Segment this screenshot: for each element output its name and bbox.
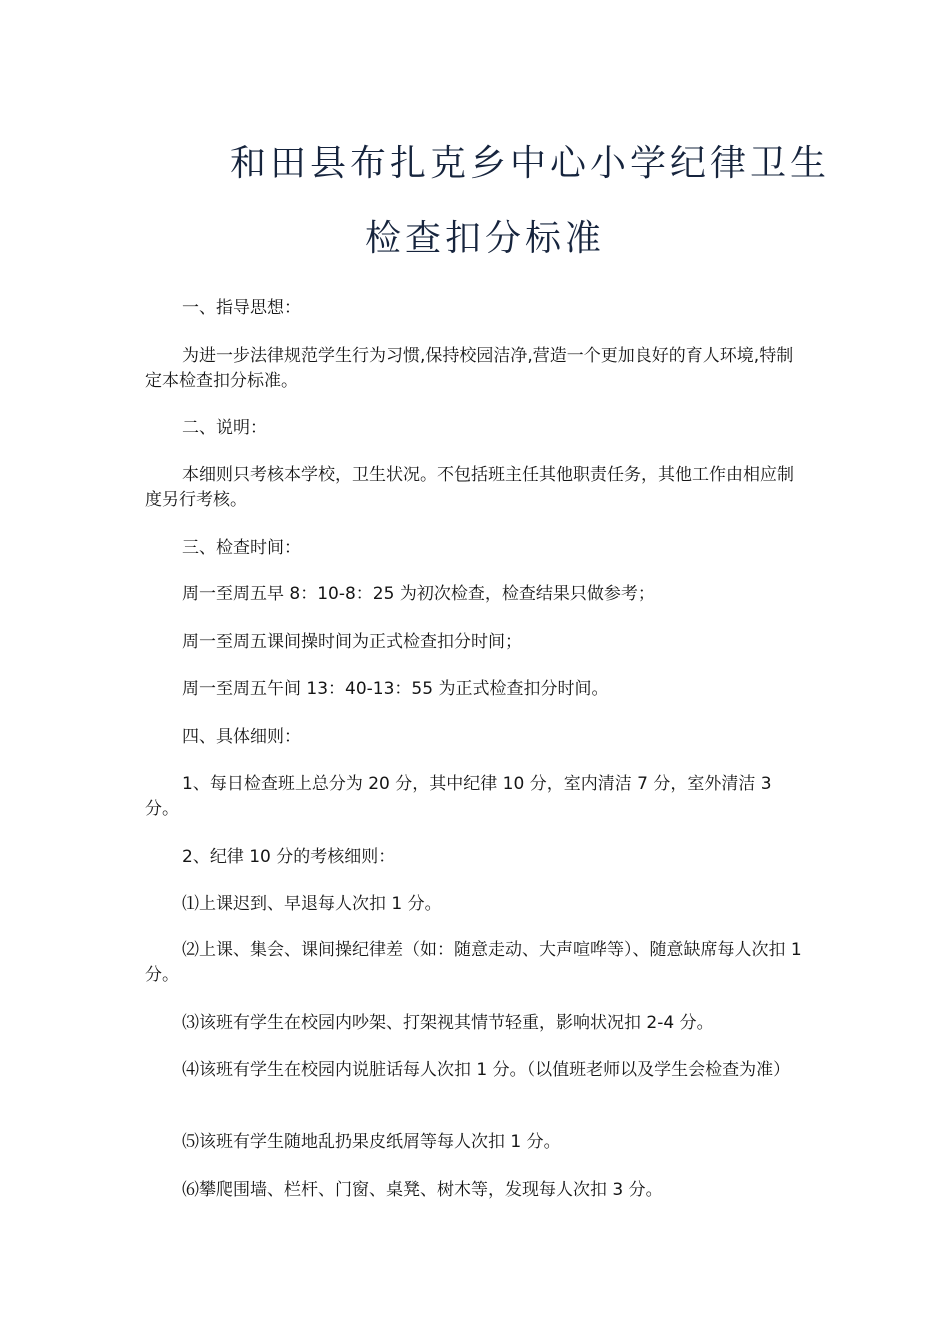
section-heading-guiding-thought: 一、指导思想：	[182, 298, 301, 318]
paragraph-noon-check: 周一至周五午间 13：40-13：55 为正式检查扣分时间。	[182, 679, 609, 699]
section-heading-details: 四、具体细则：	[182, 727, 301, 747]
list-item-rule-6: ⑹攀爬围墙、栏杆、门窗、桌凳、树木等，发现每人次扣 3 分。	[182, 1180, 663, 1200]
document-title-line-2: 检查扣分标准	[365, 218, 606, 259]
section-heading-inspection-time: 三、检查时间：	[182, 538, 301, 558]
list-item-rule-5: ⑸该班有学生随地乱扔果皮纸屑等每人次扣 1 分。	[182, 1132, 561, 1152]
paragraph-scope: 本细则只考核本学校，卫生状况。不包括班主任其他职责任务，其他工作由相应制度另行考核。	[145, 465, 794, 510]
list-item-rule-2: ⑵上课、集会、课间操纪律差（如：随意走动、大声喧哗等）、随意缺席每人次扣 1 分。	[145, 940, 802, 985]
list-item-rule-4: ⑷该班有学生在校园内说脏话每人次扣 1 分。（以值班老师以及学生会检查为准）	[182, 1060, 791, 1080]
paragraph-morning-check: 周一至周五早 8：10-8：25 为初次检查，检查结果只做参考；	[182, 584, 655, 604]
document-title-line-1: 和田县布扎克乡中心小学纪律卫生	[230, 143, 831, 184]
paragraph-daily-total: 1、每日检查班上总分为 20 分，其中纪律 10 分，室内清洁 7 分，室外清洁 3 分。	[145, 774, 772, 819]
list-item-rule-3: ⑶该班有学生在校园内吵架、打架视其情节轻重，影响状况扣 2-4 分。	[182, 1013, 714, 1033]
list-item-rule-1: ⑴上课迟到、早退每人次扣 1 分。	[182, 894, 442, 914]
section-heading-explanation: 二、说明：	[182, 418, 267, 438]
paragraph-break-check: 周一至周五课间操时间为正式检查扣分时间；	[182, 632, 522, 652]
paragraph-purpose: 为进一步法律规范学生行为习惯,保持校园洁净,营造一个更加良好的育人环境,特制定本检查扣分标准。	[145, 346, 794, 391]
paragraph-discipline-rules: 2、纪律 10 分的考核细则：	[182, 847, 396, 867]
